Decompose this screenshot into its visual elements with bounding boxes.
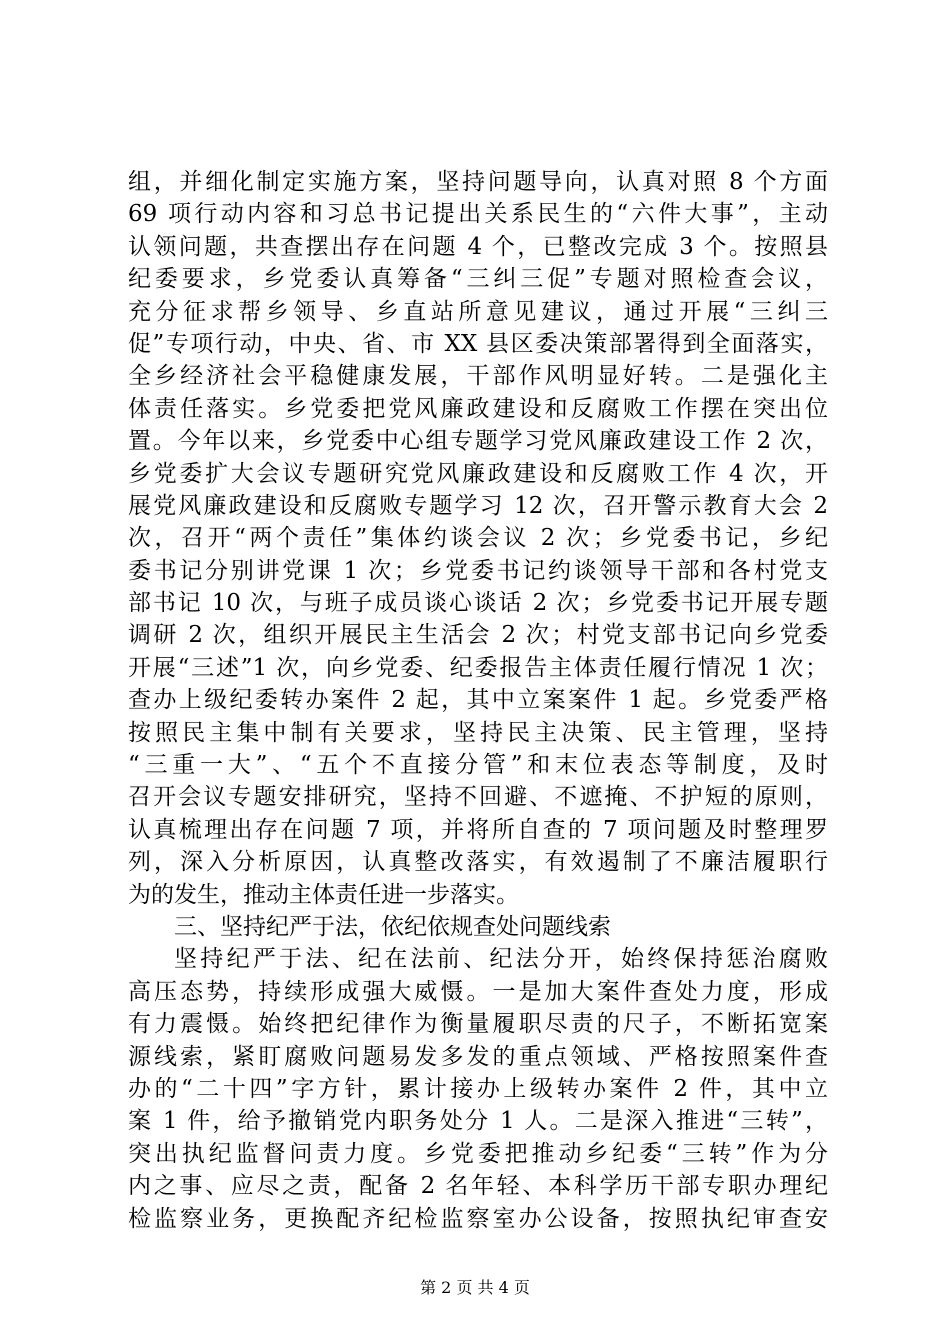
- text-line: 认真梳理出存在问题 7 项，并将所自查的 7 项问题及时整理罗: [128, 816, 828, 843]
- text-line: 组，并细化制定实施方案，坚持问题导向，认真对照 8 个方面: [128, 169, 828, 195]
- text-line: 调研 2 次，组织开展民主生活会 2 次；村党支部书记向乡党委: [128, 622, 828, 649]
- document-body: [128, 166, 828, 1235]
- text-line: 开展“三述”1 次，向乡党委、纪委报告主体责任履行情况 1 次；: [128, 654, 828, 681]
- text-line: 体责任落实。乡党委把党风廉政建设和反腐败工作摆在突出位: [128, 395, 828, 422]
- text-line: 列，深入分析原因，认真整改落实，有效遏制了不廉洁履职行: [128, 849, 828, 876]
- text-line: 源线索，紧盯腐败问题易发多发的重点领域、严格按照案件查: [128, 1043, 828, 1070]
- text-line: 69 项行动内容和习总书记提出关系民生的“六件大事”，主动: [128, 201, 828, 228]
- text-line: 置。今年以来，乡党委中心组专题学习党风廉政建设工作 2 次，: [128, 428, 828, 455]
- text-line: 召开会议专题安排研究，坚持不回避、不遮掩、不护短的原则，: [128, 784, 828, 811]
- text-line: 部书记 10 次，与班子成员谈心谈话 2 次；乡党委书记开展专题: [128, 590, 828, 617]
- text-line: 纪委要求，乡党委认真筹备“三纠三促”专题对照检查会议，: [128, 266, 828, 293]
- text-line: 案 1 件，给予撤销党内职务处分 1 人。二是深入推进“三转”，: [128, 1108, 828, 1135]
- text-line: 突出执纪监督问责力度。乡党委把推动乡纪委“三转”作为分: [128, 1140, 828, 1167]
- page-number-footer: 第 2 页 共 4 页: [420, 1278, 530, 1297]
- text-line: 乡党委扩大会议专题研究党风廉政建设和反腐败工作 4 次，开: [128, 460, 828, 487]
- text-line: 全乡经济社会平稳健康发展，干部作风明显好转。二是强化主: [128, 363, 828, 390]
- text-line: “三重一大”、“五个不直接分管”和末位表态等制度，及时: [128, 752, 828, 779]
- text-line: 委书记分别讲党课 1 次；乡党委书记约谈领导干部和各村党支: [128, 557, 828, 584]
- text-line: 为的发生，推动主体责任进一步落实。: [128, 881, 519, 908]
- text-line: 检监察业务，更换配齐纪检监察室办公设备，按照执纪审查安: [128, 1205, 828, 1232]
- paragraph-2: [128, 943, 828, 1235]
- text-line: 展党风廉政建设和反腐败专题学习 12 次，召开警示教育大会 2: [128, 492, 828, 519]
- text-line: 高压态势，持续形成强大威慑。一是加大案件查处力度，形成: [128, 978, 828, 1005]
- text-line: 内之事、应尽之责，配备 2 名年轻、本科学历干部专职办理纪: [128, 1173, 828, 1200]
- paragraph-1: [128, 166, 828, 911]
- text-line: 充分征求帮乡领导、乡直站所意见建议，通过开展“三纠三: [128, 298, 828, 325]
- text-line: 促”专项行动，中央、省、市 XX 县区委决策部署得到全面落实，: [128, 330, 828, 357]
- text-line: 按照民主集中制有关要求，坚持民主决策、民主管理，坚持: [128, 719, 828, 746]
- text-line: 办的“二十四”字方针，累计接办上级转办案件 2 件，其中立: [128, 1075, 828, 1102]
- section-heading: 三、坚持纪严于法，依纪依规查处问题线索: [174, 913, 611, 940]
- text-line: 查办上级纪委转办案件 2 起，其中立案案件 1 起。乡党委严格: [128, 687, 828, 714]
- text-line: 认领问题，共查摆出存在问题 4 个，已整改完成 3 个。按照县: [128, 233, 828, 260]
- text-line: 坚持纪严于法、纪在法前、纪法分开，始终保持惩治腐败: [174, 946, 828, 973]
- text-line: 次，召开“两个责任”集体约谈会议 2 次；乡党委书记，乡纪: [128, 525, 828, 552]
- text-line: 有力震慑。始终把纪律作为衡量履职尽责的尺子，不断拓宽案: [128, 1011, 828, 1038]
